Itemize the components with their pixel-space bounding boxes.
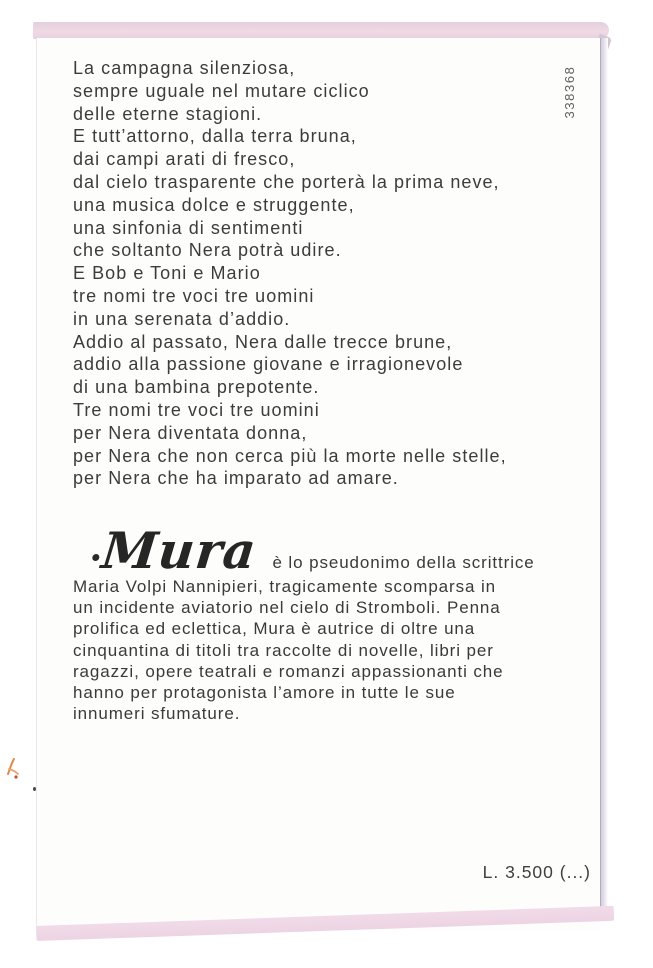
poem-line: in una serenata d’addio. [73, 308, 291, 329]
poem-line: che soltanto Nera potrà udire. [73, 240, 342, 261]
poem-line: dai campi arati di fresco, [73, 149, 296, 170]
poem-line: E Bob e Toni e Mario [73, 263, 261, 284]
bio-line: prolifica ed eclettica, Mura è autrice di oltre una [73, 619, 476, 639]
bio-line: cinquantina di titoli tra raccolte di novelle, libri per [73, 640, 494, 660]
poem-line: una sinfonia di sentimenti [73, 217, 304, 238]
poem-line: di una bambina prepotente. [73, 377, 320, 398]
catalog-number: 338368 [562, 65, 577, 119]
bio-line: ragazzi, opere teatrali e romanzi appassionanti che [73, 661, 504, 681]
poem-line: tre nomi tre voci tre uomini [73, 285, 315, 306]
bio-line: innumeri sfumature. [73, 704, 241, 724]
page-edge-right [599, 38, 608, 910]
poem-line: delle eterne stagioni. [73, 103, 263, 124]
bio-text [73, 576, 573, 724]
poem-line: La campagna silenziosa, [73, 58, 296, 78]
bio-first-line [73, 521, 573, 580]
mura-logo: Mura [90, 526, 259, 576]
bio-line: un incidente aviatorio nel cielo di Stromboli. Penna [73, 598, 501, 618]
poem-line: per Nera che ha imparato ad amare. [73, 468, 399, 489]
poem-line: per Nera che non cerca più la morte nelle stelle, [73, 445, 507, 466]
poem-line: una musica dolce e struggente, [73, 194, 355, 215]
bio-line: Maria Volpi Nannipieri, tragicamente scomparsa in [73, 577, 496, 596]
price-label: L. 3.500 (...) [482, 862, 591, 882]
poem-line: Addio al passato, Nera dalle trecce brune, [73, 331, 453, 352]
poem-block [73, 57, 507, 490]
poem-line: Tre nomi tre voci tre uomini [73, 399, 320, 420]
scan-speck [33, 787, 36, 791]
poem-line: per Nera diventata donna, [73, 422, 308, 443]
book-back-cover-page [36, 38, 600, 930]
author-bio-block [73, 521, 573, 724]
page-edge-top [33, 22, 609, 39]
bio-intro-text: è lo pseudonimo della scrittrice [272, 553, 535, 572]
poem-line: sempre uguale nel mutare ciclico [73, 80, 370, 101]
poem-line: dal cielo trasparente che porterà la prima neve, [73, 171, 500, 192]
bio-line: hanno per protagonista l’amore in tutte le sue [73, 683, 456, 703]
poem-line: E tutt’attorno, dalla terra bruna, [73, 126, 357, 147]
handwritten-mark [4, 756, 24, 782]
poem-line: addio alla passione giovane e irragionevole [73, 354, 464, 375]
